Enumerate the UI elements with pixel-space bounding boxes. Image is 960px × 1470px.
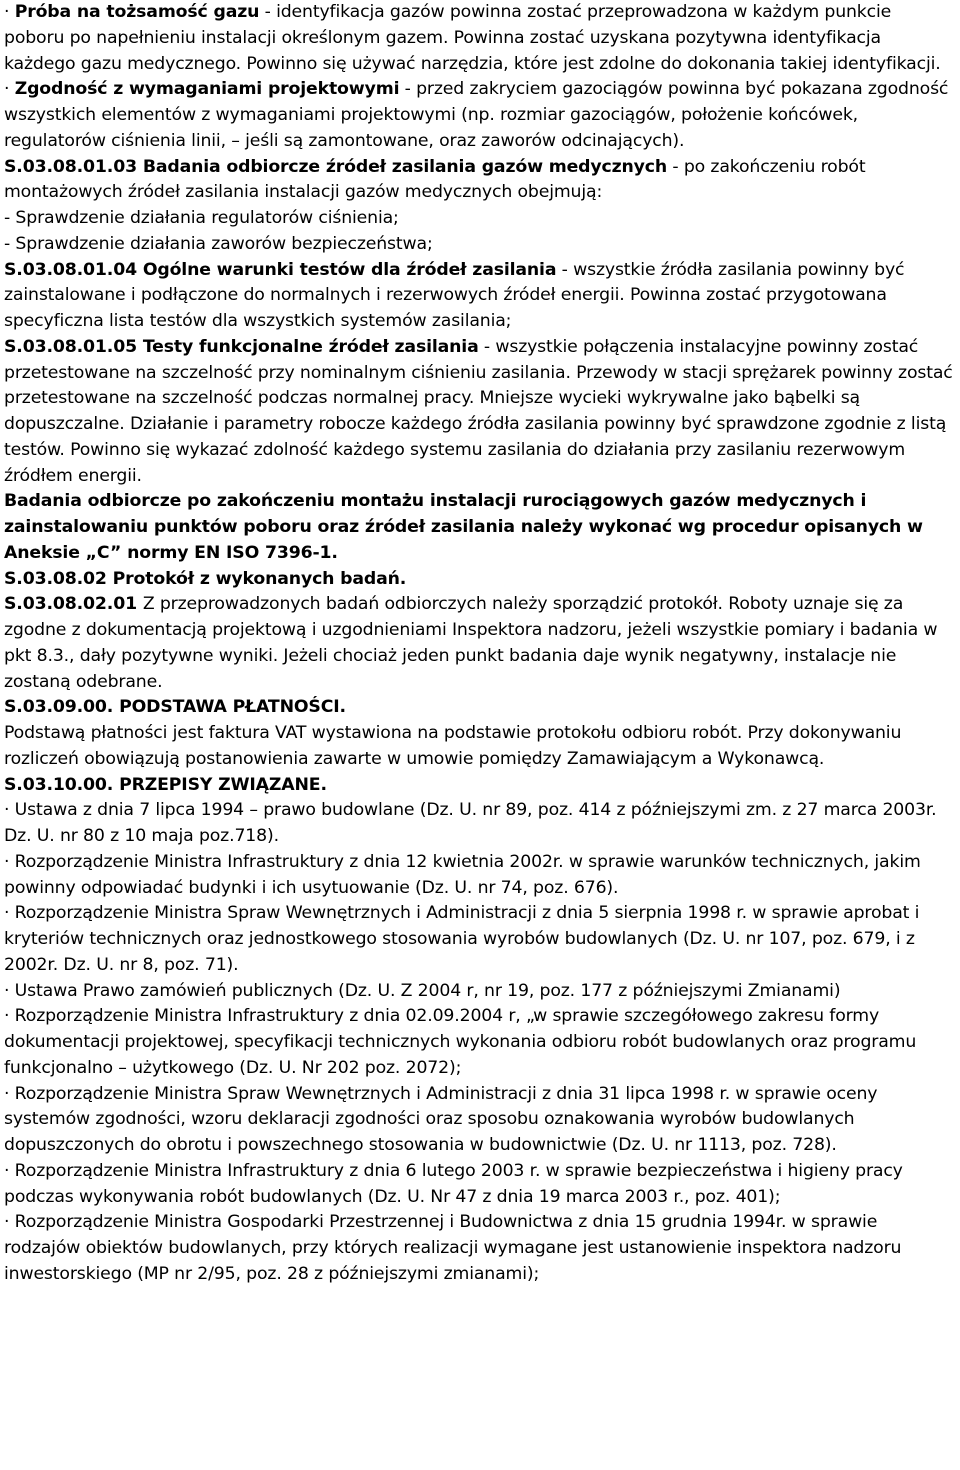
regulation-text: · Rozporządzenie Ministra Infrastruktury z dnia 6 lutego 2003 r. w sprawie bezpieczeństwa i higieny pracy podczas wykonywania robót budowlanych (Dz. U. Nr 47 z dnia 19 marca 2003 r., poz. 401); bbox=[4, 1160, 903, 1207]
section-s-03-08-01-05 bbox=[4, 335, 956, 490]
regulation-item bbox=[4, 1082, 956, 1159]
list-item-safety-valves bbox=[4, 232, 956, 258]
section-s-03-08-01-04 bbox=[4, 258, 956, 335]
section-s-03-08-02-01 bbox=[4, 592, 956, 695]
paragraph-design-compliance bbox=[4, 77, 956, 154]
paragraph-gas-identity-test bbox=[4, 0, 956, 77]
regulation-item bbox=[4, 979, 956, 1005]
regulation-text: · Rozporządzenie Ministra Infrastruktury z dnia 12 kwietnia 2002r. w sprawie warunków technicznych, jakim powinny odpowiadać budynki i ich usytuowanie (Dz. U. nr 74, poz. 676). bbox=[4, 851, 921, 898]
section-title: Badania odbiorcze źródeł zasilania gazów medycznych bbox=[142, 156, 668, 177]
paragraph-text: - identyfikacja gazów powinna zostać przeprowadzona w każdym punkcie poboru po napełnieniu instalacji określonym gazem. Powinna zostać uzyskana pozytywna identyfikacja każdego gazu medycznego. Powinno się używać narzędzia, które jest zdolne do dokonania takiej identyfikacji. bbox=[4, 2, 941, 74]
section-heading-related-regulations bbox=[4, 773, 956, 799]
section-heading: S.03.08.02 Protokół z wykonanych badań. bbox=[4, 568, 407, 589]
paragraph-acceptance-tests-bold bbox=[4, 489, 956, 566]
paragraph-text: - po zakończeniu robót montażowych źródeł zasilania instalacji gazów medycznych obejmują: bbox=[4, 156, 866, 203]
regulation-item bbox=[4, 1004, 956, 1081]
regulation-item bbox=[4, 901, 956, 978]
section-s-03-08-01-03 bbox=[4, 155, 956, 207]
regulation-text: · Ustawa z dnia 7 lipca 1994 – prawo budowlane (Dz. U. nr 89, poz. 414 z późniejszymi zm. z 27 marca 2003r. Dz. U. nr 80 z 10 maja poz.718). bbox=[4, 800, 937, 846]
regulation-text: · Rozporządzenie Ministra Infrastruktury z dnia 02.09.2004 r, „w sprawie szczegółowego zakresu formy dokumentacji projektowej, specyfikacji technicznych wykonania odbioru robót budowlanych oraz programu funkcjonalno – użytkowego (Dz. U. Nr 202 poz. 2072); bbox=[4, 1006, 917, 1078]
regulation-item bbox=[4, 850, 956, 902]
bullet: · bbox=[4, 2, 15, 22]
section-heading: S.03.09.00. PODSTAWA PŁATNOŚCI. bbox=[4, 697, 346, 718]
paragraph-text: - przed zakryciem gazociągów powinna być pokazana zgodność wszystkich elementów z wymaganiami projektowymi (np. rozmiar gazociągów, położenie końcówek, regulatorów ciśnienia linii, – jeśli są zamontowane, oraz zaworów odcinających). bbox=[4, 79, 949, 151]
section-number: S.03.08.01.03 bbox=[4, 156, 143, 177]
section-heading: S.03.10.00. PRZEPISY ZWIĄZANE. bbox=[4, 774, 327, 795]
heading-inline: Zgodność z wymaganiami projektowymi bbox=[14, 79, 400, 100]
section-number: S.03.08.01.05 bbox=[4, 336, 143, 357]
section-title: Ogólne warunki testów dla źródeł zasilania bbox=[142, 259, 557, 280]
heading-inline: Próba na tożsamość gazu bbox=[14, 2, 260, 22]
list-item-regulators bbox=[4, 206, 956, 232]
paragraph-text: Podstawą płatności jest faktura VAT wystawiona na podstawie protokołu odbioru robót. Przy dokonywaniu rozliczeń obowiązują postanowienia zawarte w umowie pomiędzy Zamawiającym a Wykonawcą. bbox=[4, 723, 902, 769]
paragraph-text: - wszystkie źródła zasilania powinny być zainstalowane i podłączone do normalnych i rezerwowych źródeł energii. Powinna zostać przygotowana specyficzna lista testów dla wszystkich systemów zasilania; bbox=[4, 259, 905, 331]
paragraph-payment-basis bbox=[4, 721, 956, 773]
section-heading-payment-basis bbox=[4, 695, 956, 721]
regulation-text: · Rozporządzenie Ministra Spraw Wewnętrznych i Administracji z dnia 5 sierpnia 1998 r. w sprawie aprobat i kryteriów technicznych oraz jednostkowego stosowania wyrobów budowlanych (Dz. U. nr 107, poz. 679, i z 2002r. Dz. U. nr 8, poz. 71). bbox=[4, 903, 920, 975]
regulation-item bbox=[4, 1159, 956, 1211]
list-item-text: - Sprawdzenie działania regulatorów ciśnienia; bbox=[4, 208, 399, 228]
paragraph-text: Z przeprowadzonych badań odbiorczych należy sporządzić protokół. Roboty uznaje się za zgodne z dokumentacją projektową i uzgodnieniami Inspektora nadzoru, jeżeli wszystkie pomiary i badania w pkt 8.3., dały pozytywne wyniki. Jeżeli chociaż jeden punkt badania daje wynik negatywny, instalacje nie zostaną odebrane. bbox=[4, 594, 938, 692]
regulation-item bbox=[4, 1210, 956, 1287]
bold-paragraph-text: Badania odbiorcze po zakończeniu montażu instalacji rurociągowych gazów medycznych i zainstalowaniu punktów poboru oraz źródeł zasilania należy wykonać wg procedur opisanych w Aneksie „C” normy EN ISO 7396-1. bbox=[4, 491, 923, 563]
section-title: Testy funkcjonalne źródeł zasilania bbox=[142, 336, 479, 357]
regulation-text: · Rozporządzenie Ministra Gospodarki Przestrzennej i Budownictwa z dnia 15 grudnia 1994r. w sprawie rodzajów obiektów budowlanych, przy których realizacji wymagane jest ustanowienie inspektora nadzoru inwestorskiego (MP nr 2/95, poz. 28 z późniejszymi zmianami); bbox=[4, 1212, 902, 1284]
list-item-text: - Sprawdzenie działania zaworów bezpieczeństwa; bbox=[4, 233, 433, 254]
regulation-text: · Ustawa Prawo zamówień publicznych (Dz. U. Z 2004 r, nr 19, poz. 177 z późniejszymi Zmianami) bbox=[4, 980, 841, 1001]
bullet: · bbox=[4, 79, 15, 100]
section-number: S.03.08.01.04 bbox=[4, 259, 143, 280]
paragraph-text: - wszystkie połączenia instalacyjne powinny zostać przetestowane na szczelność przy nominalnym ciśnieniu zasilania. Przewody w stacji sprężarek powinny zostać przetestowane na szczelność podczas normalnej pracy. Mniejsze wycieki wykrywalne jako bąbelki są dopuszczalne. Działanie i parametry robocze każdego źródła zasilania powinny być sprawdzone zgodnie z listą testów. Powinno się wykazać zdolność każdego systemu zasilania do działania przy zasilaniu rezerwowym źródłem energii. bbox=[4, 336, 953, 486]
section-heading-s-03-08-02 bbox=[4, 567, 956, 593]
regulation-item bbox=[4, 798, 956, 850]
section-number: S.03.08.02.01 bbox=[4, 594, 143, 615]
regulation-text: · Rozporządzenie Ministra Spraw Wewnętrznych i Administracji z dnia 31 lipca 1998 r. w sprawie oceny systemów zgodności, wzoru deklaracji zgodności oraz sposobu oznakowania wyrobów budowlanych dopuszczonych do obrotu i powszechnego stosowania w budownictwie (Dz. U. nr 1113, poz. 728). bbox=[4, 1083, 878, 1155]
